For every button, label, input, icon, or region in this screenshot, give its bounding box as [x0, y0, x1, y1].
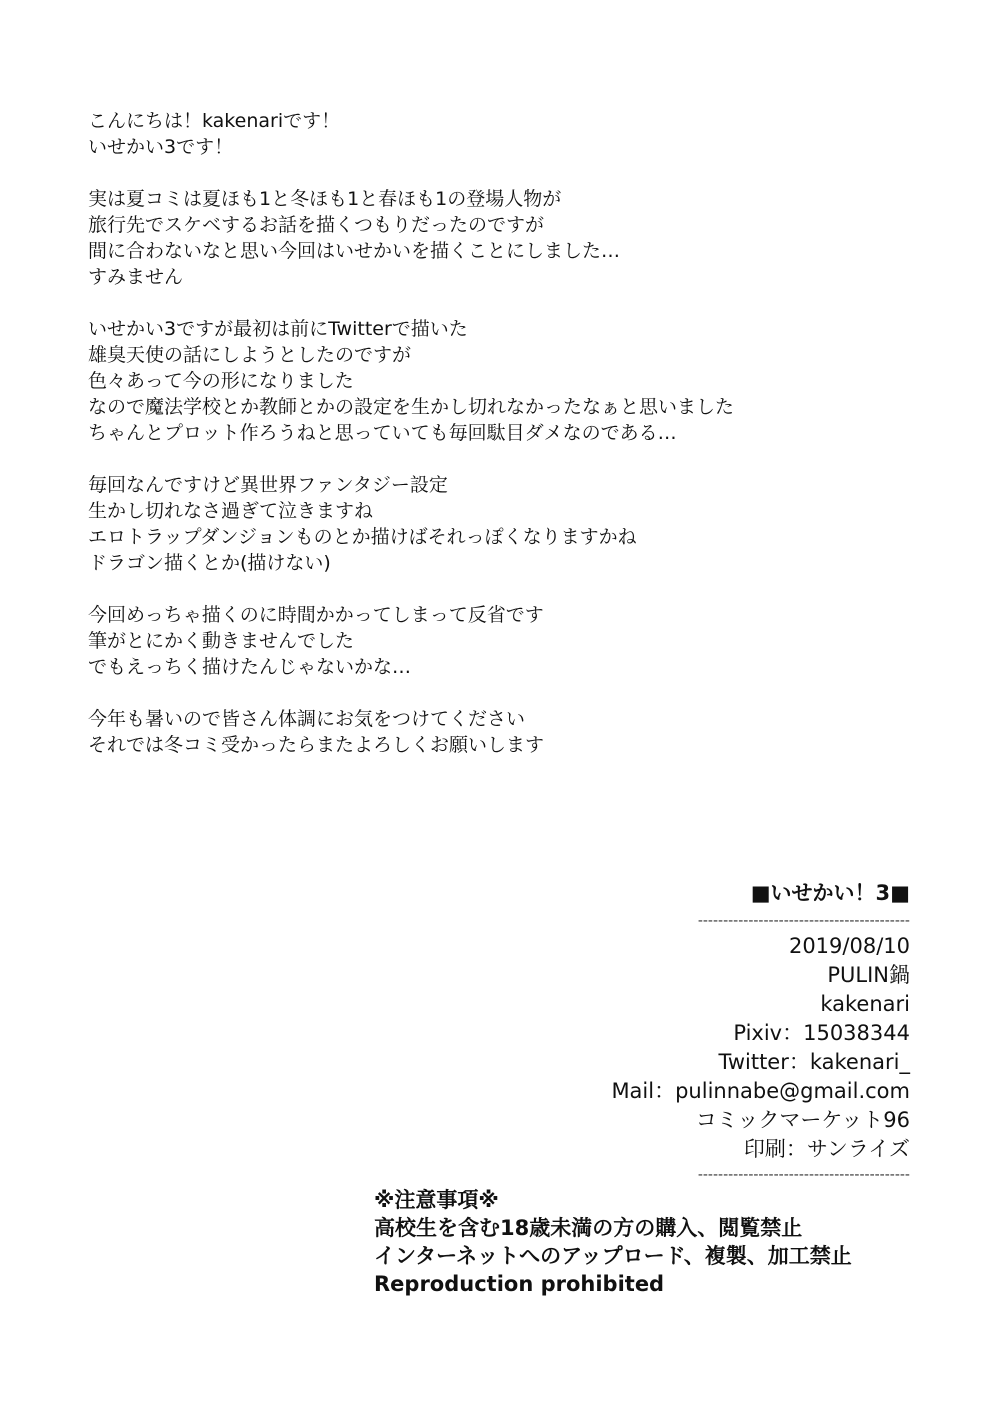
notice-line: Reproduction prohibited [374, 1272, 665, 1296]
text-line: 筆がとにかく動きませんでした [88, 630, 355, 652]
text-line: 生かし切れなさ過ぎて泣きますね [88, 500, 374, 522]
text-line: 今年も暑いので皆さん体調にお気をつけてください [88, 708, 526, 730]
dashed-divider: ------------------------------------------ [697, 1167, 910, 1183]
text-line: こんにちは！kakenariです！ [88, 110, 341, 132]
notice-block [374, 1186, 934, 1298]
dashed-divider: ------------------------------------------ [697, 913, 910, 929]
afterword-paragraph [88, 602, 948, 680]
pixiv-id: Pixiv：15038344 [733, 1021, 910, 1045]
text-line: 実は夏コミは夏ほも1と冬ほも1と春ほも1の登場人物が [88, 188, 562, 210]
book-title: ■いせかい！3■ [750, 881, 910, 905]
text-line: いせかい3です！ [88, 136, 234, 158]
text-line: でもえっちく描けたんじゃないかな… [88, 656, 412, 678]
text-line: なので魔法学校とか教師とかの設定を生かし切れなかったなぁと思いました [88, 396, 735, 418]
mail-address: Mail：pulinnabe@gmail.com [611, 1079, 910, 1103]
notice-line: インターネットへのアップロード、複製、加工禁止 [374, 1244, 852, 1268]
text-line: ちゃんとプロット作ろうねと思っていても毎回駄目ダメなのである… [88, 422, 677, 444]
event-name: コミックマーケット96 [695, 1108, 910, 1132]
text-line: ドラゴン描くとか(描けない) [88, 552, 331, 574]
afterword-paragraph [88, 108, 948, 160]
text-line: それでは冬コミ受かったらまたよろしくお願いします [88, 734, 545, 756]
author-name: kakenari [820, 992, 910, 1016]
text-line: 雄臭天使の話にしようとしたのですが [88, 344, 412, 366]
text-line: 旅行先でスケベするお話を描くつもりだったのですが [88, 214, 545, 236]
afterword-paragraph [88, 706, 948, 758]
printer-name: 印刷：サンライズ [743, 1137, 910, 1161]
text-line: エロトラップダンジョンものとか描けばそれっぽくなりますかね [88, 526, 637, 548]
circle-name: PULIN鍋 [827, 963, 910, 987]
text-line: 色々あって今の形になりました [88, 370, 354, 392]
colophon [490, 876, 910, 1186]
afterword-paragraph [88, 186, 948, 290]
twitter-handle: Twitter：kakenari_ [718, 1050, 910, 1074]
afterword-paragraph [88, 316, 948, 446]
publish-date: 2019/08/10 [788, 934, 910, 958]
notice-line: 高校生を含む18歳未満の方の購入、閲覧禁止 [374, 1216, 803, 1240]
notice-heading: ※注意事項※ [374, 1188, 499, 1212]
text-line: 毎回なんですけど異世界ファンタジー設定 [88, 474, 448, 496]
text-line: 今回めっちゃ描くのに時間かかってしまって反省です [88, 604, 544, 626]
text-line: いせかい3ですが最初は前にTwitterで描いた [88, 318, 468, 340]
text-line: すみません [88, 266, 184, 288]
text-line: 間に合わないなと思い今回はいせかいを描くことにしました… [88, 240, 621, 262]
afterword-paragraph [88, 472, 948, 576]
afterword-text [88, 108, 948, 784]
